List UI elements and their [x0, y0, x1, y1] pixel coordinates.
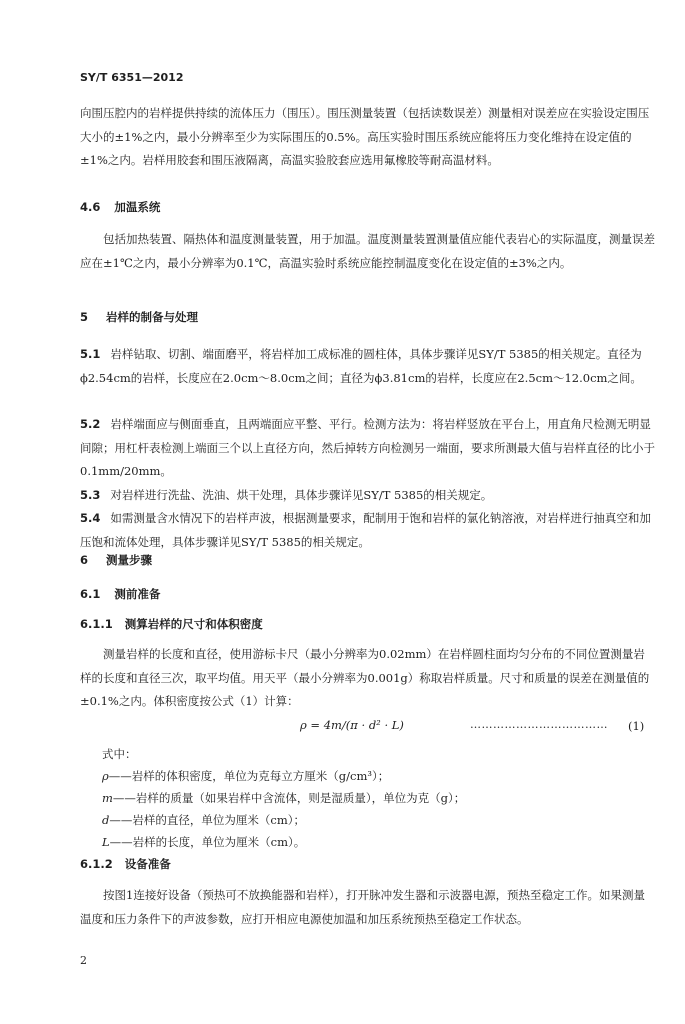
- section-number: 6.1.2: [80, 857, 113, 871]
- clause-text: 如需测量含水情况下的岩样声波，根据测量要求，配制用于饱和岩样的氯化钠溶液，对岩样进行抽真空和加压饱和流体处理，具体步骤详见SY/T 5385的相关规定。: [80, 511, 651, 549]
- section-title: 设备准备: [124, 857, 171, 871]
- clause-text: 岩样端面应与侧面垂直，且两端面应平整、平行。检测方法为：将岩样竖放在平台上，用直角尺检测无明显间隙；用杠杆表检测上端面三个以上直径方向，然后掉转方向检测另一端面，要求所测最大值与岩样直径的比小于0.1mm/20mm。: [80, 417, 655, 478]
- section-title: 测算岩样的尺寸和体积密度: [124, 617, 263, 631]
- clause-text: 岩样钻取、切割、端面磨平，将岩样加工成标准的圆柱体，具体步骤详见SY/T 5385的相关规定。直径为ϕ2.54cm的岩样，长度应在2.0cm～8.0cm之间；直径为ϕ3.81cm的岩样，长度应在2.5cm～12.0cm之间。: [80, 347, 642, 385]
- section-6-heading: [80, 552, 152, 568]
- standard-header: SY/T 6351—2012: [80, 71, 184, 84]
- section-4-6-text: 包括加热装置、隔热体和温度测量装置，用于加温。温度测量装置测量值应能代表岩心的实际温度，测量误差应在±1℃之内，最小分辨率为0.1℃，高温实验时系统应能控制温度变化在设定值的±3%之内。: [80, 232, 655, 270]
- variable-desc: ——岩样的直径，单位为厘米（cm）；: [109, 813, 305, 827]
- variable-symbol: m: [102, 791, 113, 805]
- clause-number: 5.1: [80, 347, 101, 361]
- formula-leader-dots: ………………………………: [470, 718, 608, 731]
- section-number: 5: [80, 310, 89, 324]
- section-title: 测量步骤: [106, 553, 153, 567]
- variable-desc: ——岩样的长度，单位为厘米（cm）。: [109, 835, 306, 849]
- section-5-heading: [80, 309, 198, 325]
- clause-text: 对岩样进行洗盐、洗油、烘干处理，具体步骤详见SY/T 5385的相关规定。: [110, 488, 493, 502]
- where-label: 式中：: [102, 747, 137, 761]
- variable-symbol: ρ: [102, 769, 109, 783]
- section-number: 6: [80, 553, 89, 567]
- variable-list: [102, 765, 662, 853]
- variable-symbol: d: [102, 813, 110, 827]
- section-title: 岩样的制备与处理: [106, 310, 199, 324]
- section-title: 测前准备: [114, 587, 161, 601]
- section-6-1-2-heading: [80, 856, 171, 872]
- page-number: 2: [80, 954, 87, 967]
- section-6-1-2-text: 按图1连接好设备（预热可不放换能器和岩样），打开脉冲发生器和示波器电源，预热至稳定工作。如果测量温度和压力条件下的声波参数，应打开相应电源使加温和加压系统预热至稳定工作状态。: [80, 888, 646, 926]
- section-number: 6.1: [80, 587, 101, 601]
- clause-number: 5.2: [80, 417, 101, 431]
- clause-5-2: [80, 413, 655, 484]
- variable-item: [102, 765, 662, 787]
- clause-5-1: [80, 343, 655, 390]
- section-4-6-heading: [80, 199, 160, 215]
- variable-desc: ——岩样的质量（如果岩样中含流体，则是湿质量），单位为克（g）；: [112, 791, 466, 805]
- variable-item: [102, 831, 662, 853]
- section-number: 4.6: [80, 200, 101, 214]
- clause-5-3: [80, 484, 655, 508]
- clause-number: 5.3: [80, 488, 101, 502]
- section-6-1-1-text: 测量岩样的长度和直径，使用游标卡尺（最小分辨率为0.02mm）在岩样圆柱面均匀分布的不同位置测量岩样的长度和直径三次，取平均值。用天平（最小分辨率为0.001g）称取岩样质量。尺寸和质量的误差在测量值的±0.1%之内。体积密度按公式（1）计算：: [80, 647, 650, 708]
- variable-symbol: L: [102, 835, 110, 849]
- formula-number: (1): [628, 719, 645, 733]
- density-formula: ρ = 4m/(π · d² · L): [300, 718, 404, 732]
- section-4-5-continued: 向围压腔内的岩样提供持续的流体压力（围压）。围压测量装置（包括读数误差）测量相对误差应在实验设定围压大小的±1%之内，最小分辨率至少为实际围压的0.5%。高压实验时围压系统应能将压力变化维持在设定值的±1%之内。岩样用胶套和围压液隔离，高温实验胶套应选用氟橡胶等耐高温材料。: [80, 106, 650, 167]
- variable-item: [102, 787, 662, 809]
- section-title: 加温系统: [114, 200, 161, 214]
- clause-number: 5.4: [80, 511, 101, 525]
- clause-5-4: [80, 507, 655, 554]
- variable-item: [102, 809, 662, 831]
- variable-desc: ——岩样的体积密度，单位为克每立方厘米（g/cm³）；: [108, 769, 390, 783]
- section-number: 6.1.1: [80, 617, 113, 631]
- section-6-1-heading: [80, 586, 160, 602]
- section-6-1-1-heading: [80, 616, 263, 632]
